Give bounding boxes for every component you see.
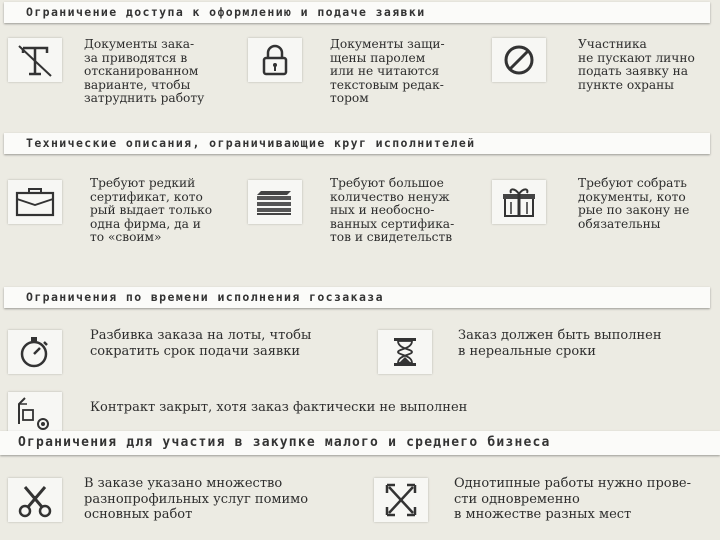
item-split-lots: Разбивка заказа на лоты, чтобы сократить срок подачи заявки <box>90 328 312 359</box>
item-scanned-documents: Документы зака- за приводятся в отсканированном варианте, чтобы затруднить работу <box>84 37 205 105</box>
document-stack-icon <box>248 180 302 224</box>
section-title-time: Ограничения по времени исполнения госзаказа <box>4 287 710 308</box>
section-title-technical: Технические описания, ограничивающие круг исполнителей <box>4 133 710 154</box>
section-title-access: Ограничение доступа к оформлению и подаче заявки <box>4 2 710 23</box>
item-rare-certificate: Требуют редкий сертификат, кото рый выдает только одна фирма, да и то «своим» <box>90 176 213 244</box>
stopwatch-icon <box>8 330 62 374</box>
padlock-icon <box>248 38 302 82</box>
item-multi-service-order: В заказе указано множество разнопрофильных услуг помимо основных работ <box>84 476 309 522</box>
item-same-work-many-places: Однотипные работы нужно прове- сти одновременно в множестве разных мест <box>454 476 692 522</box>
item-optional-documents: Требуют собрать документы, кото рые по закону не обязательны <box>578 176 690 231</box>
item-password-protected: Документы защи- щены паролем или не читаются текстовым редак- тором <box>330 37 445 105</box>
arrows-spread-icon <box>374 478 428 522</box>
tools-icon <box>8 478 62 522</box>
text-strikethrough-icon <box>8 38 62 82</box>
briefcase-icon <box>8 180 62 224</box>
contract-icon <box>8 392 62 436</box>
item-unreal-deadlines: Заказ должен быть выполнен в нереальные сроки <box>458 328 662 359</box>
section-title-small-business: Ограничения для участия в закупке малого и среднего бизнеса <box>0 431 720 455</box>
item-contract-closed: Контракт закрыт, хотя заказ фактически не выполнен <box>90 400 468 415</box>
gift-box-icon <box>492 180 546 224</box>
hourglass-icon <box>378 330 432 374</box>
item-no-personal-submission: Участника не пускают лично подать заявку на пункте охраны <box>578 37 695 92</box>
item-unneeded-certificates: Требуют большое количество ненуж ных и необосно- ванных сертифика- тов и свидетельств <box>330 176 455 244</box>
prohibited-icon <box>492 38 546 82</box>
